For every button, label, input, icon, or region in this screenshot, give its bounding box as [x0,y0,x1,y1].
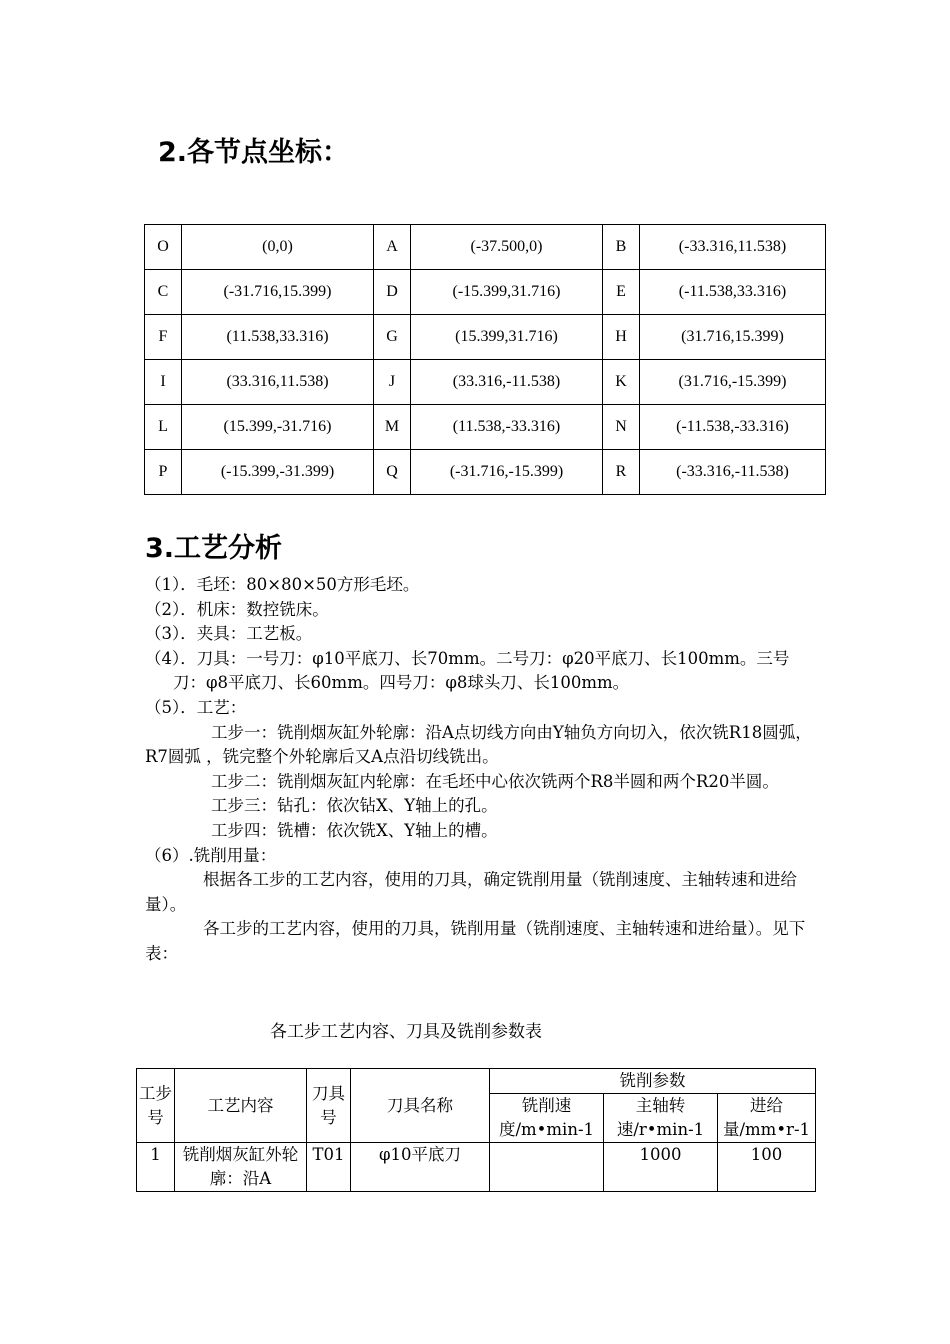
node-coordinate: (11.538,33.316) [182,315,374,360]
node-coordinate: (-31.716,15.399) [182,270,374,315]
node-coordinate: (-33.316,-11.538) [640,450,826,495]
process-analysis-text [145,573,815,967]
step-2: 工步二：铣削烟灰缸内轮廓：在毛坯中心依次铣两个R8半圆和两个R20半圆。 [211,771,779,791]
step-4: 工步四：铣槽：依次铣X、Y轴上的槽。 [211,820,498,840]
cell-content: 铣削烟灰缸外轮廓：沿A [175,1143,307,1192]
node-label: K [603,360,640,405]
node-label: L [145,405,182,450]
coord-row [145,450,826,495]
cell-cutting-speed [490,1143,604,1192]
node-coordinate: (-31.716,-15.399) [411,450,603,495]
node-coordinate: (33.316,11.538) [182,360,374,405]
item-process: （5）．工艺： [145,697,247,717]
node-coordinate: (31.716,15.399) [640,315,826,360]
node-label: G [374,315,411,360]
paragraph-2: 各工步的工艺内容，使用的刀具，铣削用量（铣削速度、主轴转速和进给量）。见下表： [145,919,806,963]
item-fixture: （3）．夹具：工艺板。 [145,624,313,644]
params-table-title: 各工步工艺内容、刀具及铣削参数表 [270,1022,542,1042]
node-coordinate: (-37.500,0) [411,225,603,270]
coord-row [145,315,826,360]
item-tools: （4）．刀具：一号刀：φ10平底刀、长70mm。二号刀：φ20平底刀、长100mm。三号刀：φ8平底刀、长60mm。四号刀：φ8球头刀、长100mm。 [145,648,790,693]
step-1: 工步一：铣削烟灰缸外轮廓：沿A点切线方向由Y轴负方向切入，依次铣R18圆弧，R7圆弧 ，铣完整个外轮廓后又A点沿切线铣出。 [145,722,812,767]
node-coordinate: (11.538,-33.316) [411,405,603,450]
item-blank: （1）．毛坯：80×80×50方形毛坯。 [145,575,420,594]
node-label: F [145,315,182,360]
cell-step-no: 1 [137,1143,175,1192]
header-spindle-speed: 主轴转速/r•min-1 [604,1094,718,1143]
step-3: 工步三：钻孔：依次钻X、Y轴上的孔。 [211,796,498,816]
node-label: N [603,405,640,450]
cell-feed: 100 [718,1143,816,1192]
node-coordinate: (15.399,31.716) [411,315,603,360]
node-coordinate: (0,0) [182,225,374,270]
cutting-params-table [136,1068,816,1192]
node-label: J [374,360,411,405]
node-label: A [374,225,411,270]
coord-row [145,225,826,270]
node-coordinate: (15.399,-31.716) [182,405,374,450]
node-coordinate: (31.716,-15.399) [640,360,826,405]
node-label: M [374,405,411,450]
header-content: 工艺内容 [175,1069,307,1143]
section-2-title: 2.各节点坐标： [158,137,350,168]
header-tool-name: 刀具名称 [351,1069,490,1143]
coord-row [145,270,826,315]
cell-tool-no: T01 [307,1143,351,1192]
coord-row [145,405,826,450]
node-label: I [145,360,182,405]
node-coordinates-table [144,224,826,495]
section-3-title: 3.工艺分析 [145,533,283,564]
node-label: B [603,225,640,270]
node-label: O [145,225,182,270]
header-step-no: 工步号 [137,1069,175,1143]
cell-spindle-speed: 1000 [604,1143,718,1192]
cell-tool-name: φ10平底刀 [351,1143,490,1192]
header-cutting-params: 铣削参数 [490,1069,816,1094]
item-machine: （2）．机床：数控铣床。 [145,599,329,619]
node-label: Q [374,450,411,495]
node-coordinate: (-15.399,-31.399) [182,450,374,495]
node-coordinate: (33.316,-11.538) [411,360,603,405]
node-coordinates-body [145,225,826,495]
header-cutting-speed: 铣削速度/m•min-1 [490,1094,604,1143]
header-feed: 进给量/mm•r-1 [718,1094,816,1143]
node-coordinate: (-11.538,-33.316) [640,405,826,450]
paragraph-1: 根据各工步的工艺内容，使用的刀具，确定铣削用量（铣削速度、主轴转速和进给量）。 [145,870,797,914]
node-label: R [603,450,640,495]
item-cutting-amount: （6）.铣削用量： [145,845,277,865]
node-coordinate: (-11.538,33.316) [640,270,826,315]
node-label: H [603,315,640,360]
node-label: P [145,450,182,495]
node-coordinate: (-33.316,11.538) [640,225,826,270]
node-label: D [374,270,411,315]
header-tool-no: 刀具号 [307,1069,351,1143]
coord-row [145,360,826,405]
node-label: C [145,270,182,315]
node-coordinate: (-15.399,31.716) [411,270,603,315]
node-label: E [603,270,640,315]
